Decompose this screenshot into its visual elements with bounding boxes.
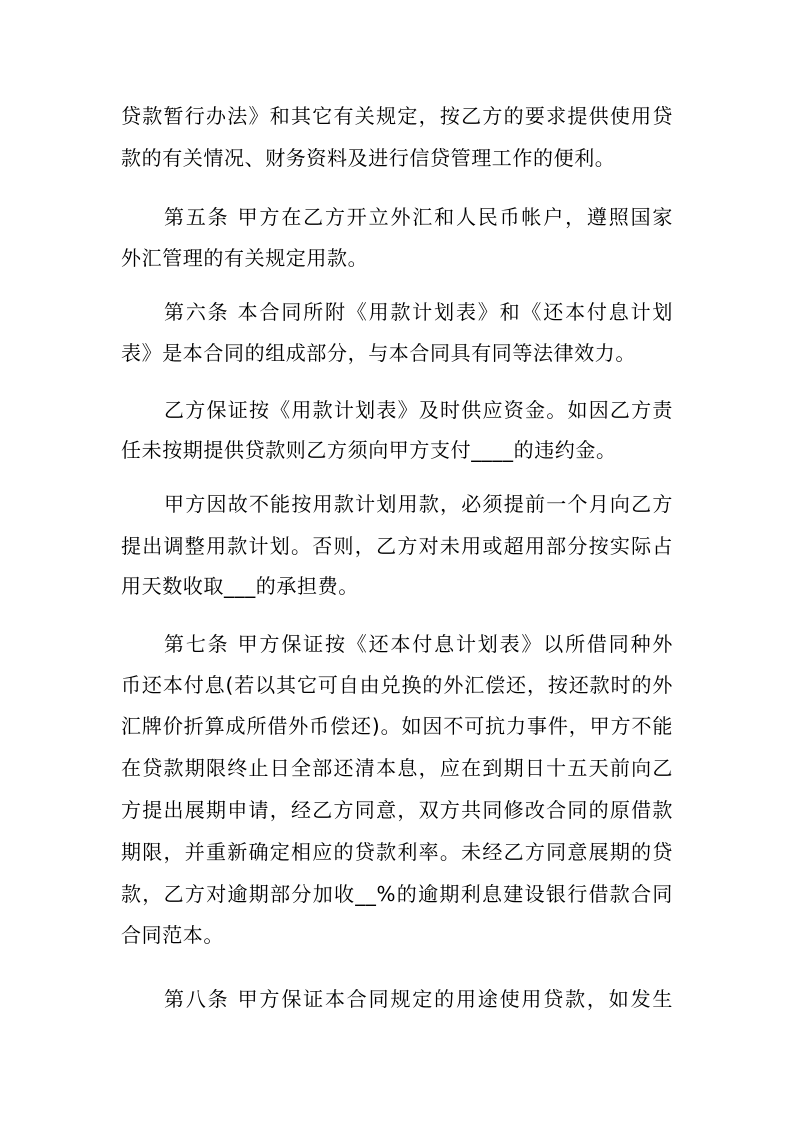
paragraph-3-line-0: 乙方保证按《用款计划表》及时供应资金。如因乙方责: [164, 398, 673, 422]
article-6-line-1: 表》是本合同的组成部分，与本合同具有同等法律效力。: [121, 341, 636, 365]
article-7-line-5: 期限，并重新确定相应的贷款利率。未经乙方同意展期的贷: [121, 840, 673, 864]
paragraph-3-line-1: 任未按期提供贷款则乙方须向甲方支付____的违约金。: [121, 438, 617, 462]
paragraph-4-line-0: 甲方因故不能按用款计划用款，必须提前一个月向乙方: [164, 492, 673, 516]
article-5-line-1: 外汇管理的有关规定用款。: [121, 246, 369, 270]
article-8-line-0: 第八条 甲方保证本合同规定的用途使用贷款，如发生: [164, 987, 673, 1011]
article-6-line-0: 第六条 本合同所附《用款计划表》和《还本付息计划: [164, 300, 673, 324]
article-7-line-2: 汇牌价折算成所借外币偿还)。如因不可抗力事件，甲方不能: [121, 714, 673, 738]
article-5-line-0: 第五条 甲方在乙方开立外汇和人民币帐户，遵照国家: [164, 205, 673, 229]
article-7-line-4: 方提出展期申请，经乙方同意，双方共同修改合同的原借款: [121, 798, 673, 822]
paragraph-0-line-0: 贷款暂行办法》和其它有关规定，按乙方的要求提供使用贷: [121, 104, 673, 128]
article-7-line-3: 在贷款期限终止日全部还清本息，应在到期日十五天前向乙: [121, 756, 673, 780]
paragraph-4-line-2: 用天数收取___的承担费。: [121, 574, 359, 598]
paragraph-4-line-1: 提出调整用款计划。否则，乙方对未用或超用部分按实际占: [121, 534, 673, 558]
article-7-line-1: 币还本付息(若以其它可自由兑换的外汇偿还，按还款时的外: [121, 673, 673, 697]
paragraph-0-line-1: 款的有关情况、财务资料及进行信贷管理工作的便利。: [121, 146, 616, 170]
article-7-line-7: 合同范本。: [121, 923, 224, 947]
article-7-line-0: 第七条 甲方保证按《还本付息计划表》以所借同种外: [164, 632, 673, 656]
article-7-line-6: 款，乙方对逾期部分加收__%的逾期利息建设银行借款合同: [121, 882, 673, 906]
